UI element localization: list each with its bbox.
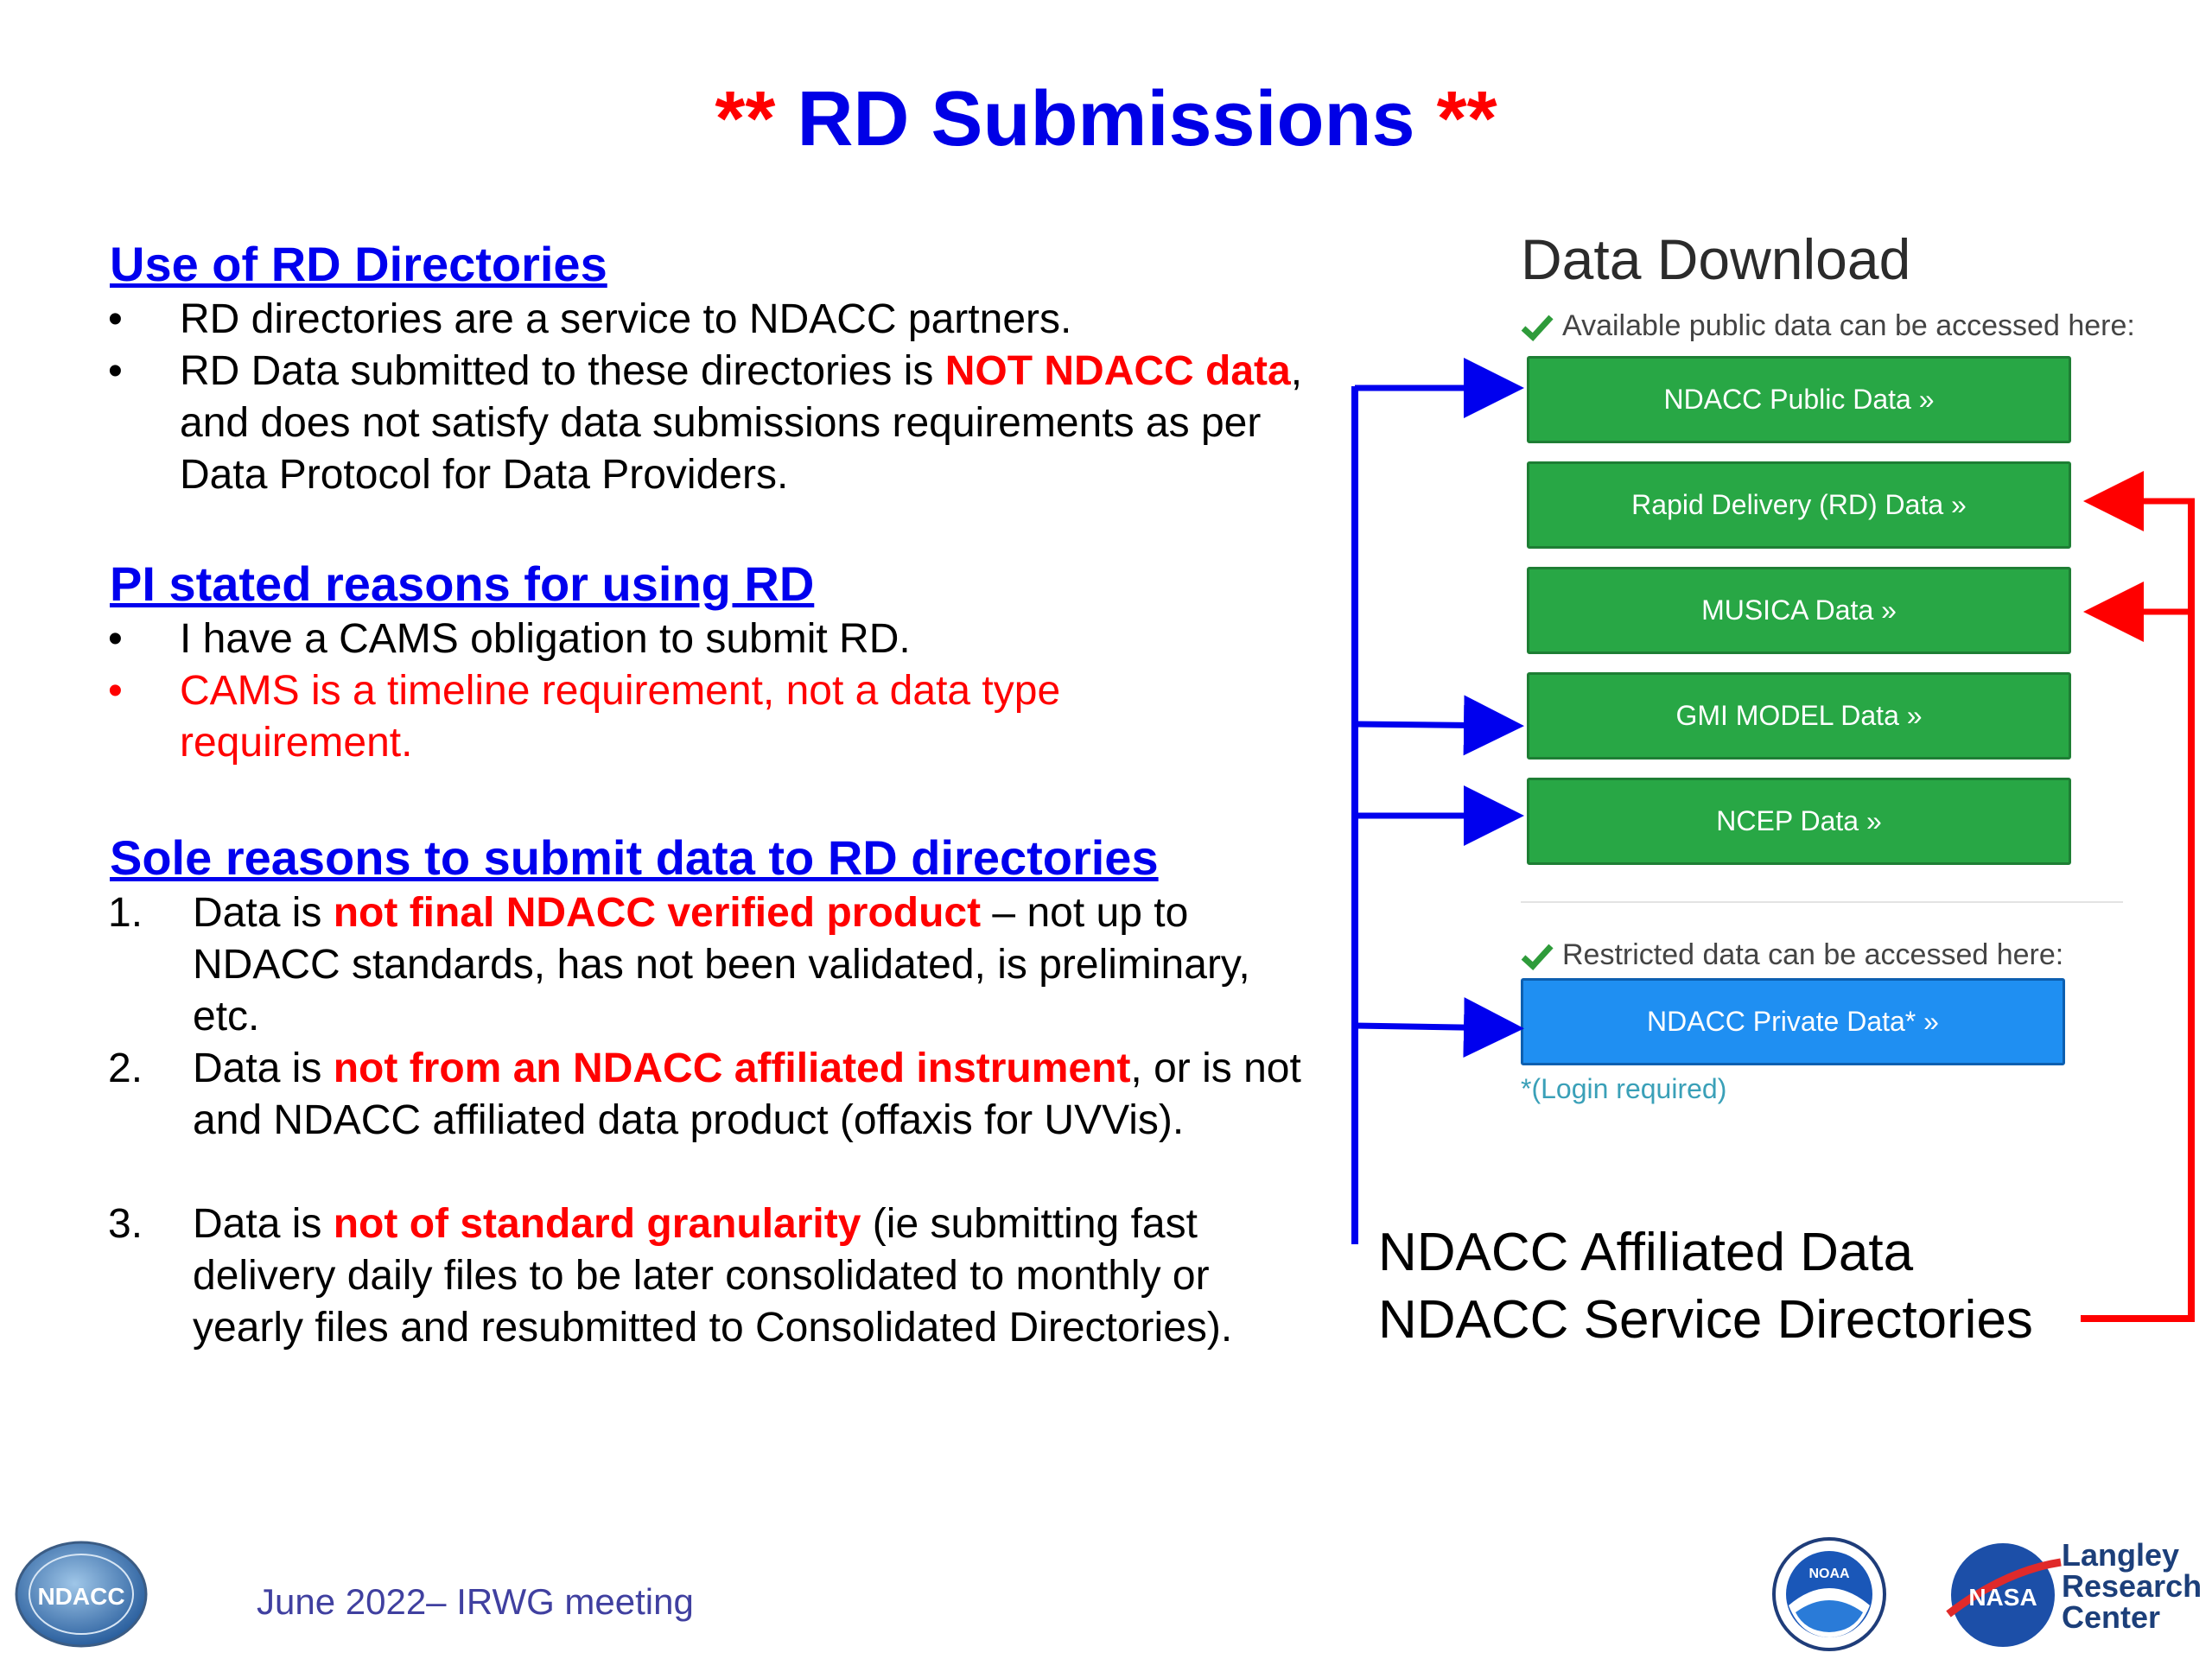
langley-line-2: Research [2062,1568,2202,1604]
item-number: 3. [108,1201,143,1247]
ndacc-logo-text: NDACC [37,1583,125,1610]
item-text-pre: Data is [193,890,334,936]
section2-heading: PI stated reasons for using RD [110,556,815,611]
login-required-note: *(Login required) [1521,1073,1727,1104]
nasa-logo-text: NASA [1968,1584,2037,1611]
bullet-dot: • [108,668,123,714]
nasa-logo [1944,1536,2065,1653]
langley-line-1: Langley [2062,1537,2180,1573]
bullet-text-highlight: NOT NDACC data [944,348,1291,394]
noaa-logo-text: NOAA [1808,1567,1850,1581]
footer-meeting: June 2022– IRWG meeting [257,1581,694,1622]
item-text-post: (ie submitting fast delivery daily files to be later consolidated to monthly or yearly files and resubmitted to Consolidated Directories). [193,1201,1233,1351]
section1-heading: Use of RD Directories [110,237,607,291]
bullet-text: I have a CAMS obligation to submit RD. [180,616,911,662]
title-text: RD Submissions [797,76,1415,162]
ndacc-public-data-button[interactable]: NDACC Public Data » [1527,356,2071,443]
bullet-dot: • [108,296,123,342]
bullet-text: CAMS is a timeline requirement, not a data type requirement. [180,668,1061,766]
ncep-data-button[interactable]: NCEP Data » [1527,778,2071,865]
bullet-text: RD directories are a service to NDACC partners. [180,296,1072,342]
langley-logo-text [2062,1537,2202,1635]
item-text-highlight: not of standard granularity [333,1201,861,1247]
item-text-post: – not up to NDACC standards, has not been validated, is preliminary, etc. [193,890,1250,1039]
service-directories-label: NDACC Service Directories [1378,1290,2033,1350]
restricted-note-text: Restricted data can be accessed here: [1562,938,2064,971]
bullet-dot: • [108,348,123,394]
item-text-highlight: not final NDACC verified product [333,890,982,936]
bullet-dot: • [108,616,123,662]
data-download-title: Data Download [1521,227,1911,291]
item-text-post: , or is not and NDACC affiliated data product (offaxis for UVVis). [193,1046,1301,1143]
rapid-delivery-data-button[interactable]: Rapid Delivery (RD) Data » [1527,461,2071,549]
bullet-text-pre: RD Data submitted to these directories is [180,348,945,394]
title-prefix: ** [715,76,776,162]
public-note-text: Available public data can be accessed here: [1562,309,2135,342]
item-number: 2. [108,1046,143,1091]
item-text-pre: Data is [193,1201,334,1247]
blue-arrow-gmi [1355,724,1512,726]
langley-line-3: Center [2062,1599,2161,1635]
ndacc-private-data-button[interactable]: NDACC Private Data* » [1521,978,2065,1065]
item-number: 1. [108,890,143,936]
section3-heading: Sole reasons to submit data to RD directories [110,830,1159,885]
blue-arrow-private [1355,1026,1512,1028]
musica-data-button[interactable]: MUSICA Data » [1527,567,2071,654]
item-text-pre: Data is [193,1046,334,1091]
title-suffix: ** [1436,76,1497,162]
noaa-logo [1771,1536,1888,1653]
gmi-model-data-button[interactable]: GMI MODEL Data » [1527,672,2071,760]
bullet-text-post: , and does not satisfy data submissions requirements as per Data Protocol for Data Providers. [180,348,1303,498]
item-text-highlight: not from an NDACC affiliated instrument [333,1046,1131,1091]
affiliated-data-label: NDACC Affiliated Data [1378,1223,1914,1282]
ndacc-logo [12,1538,150,1650]
